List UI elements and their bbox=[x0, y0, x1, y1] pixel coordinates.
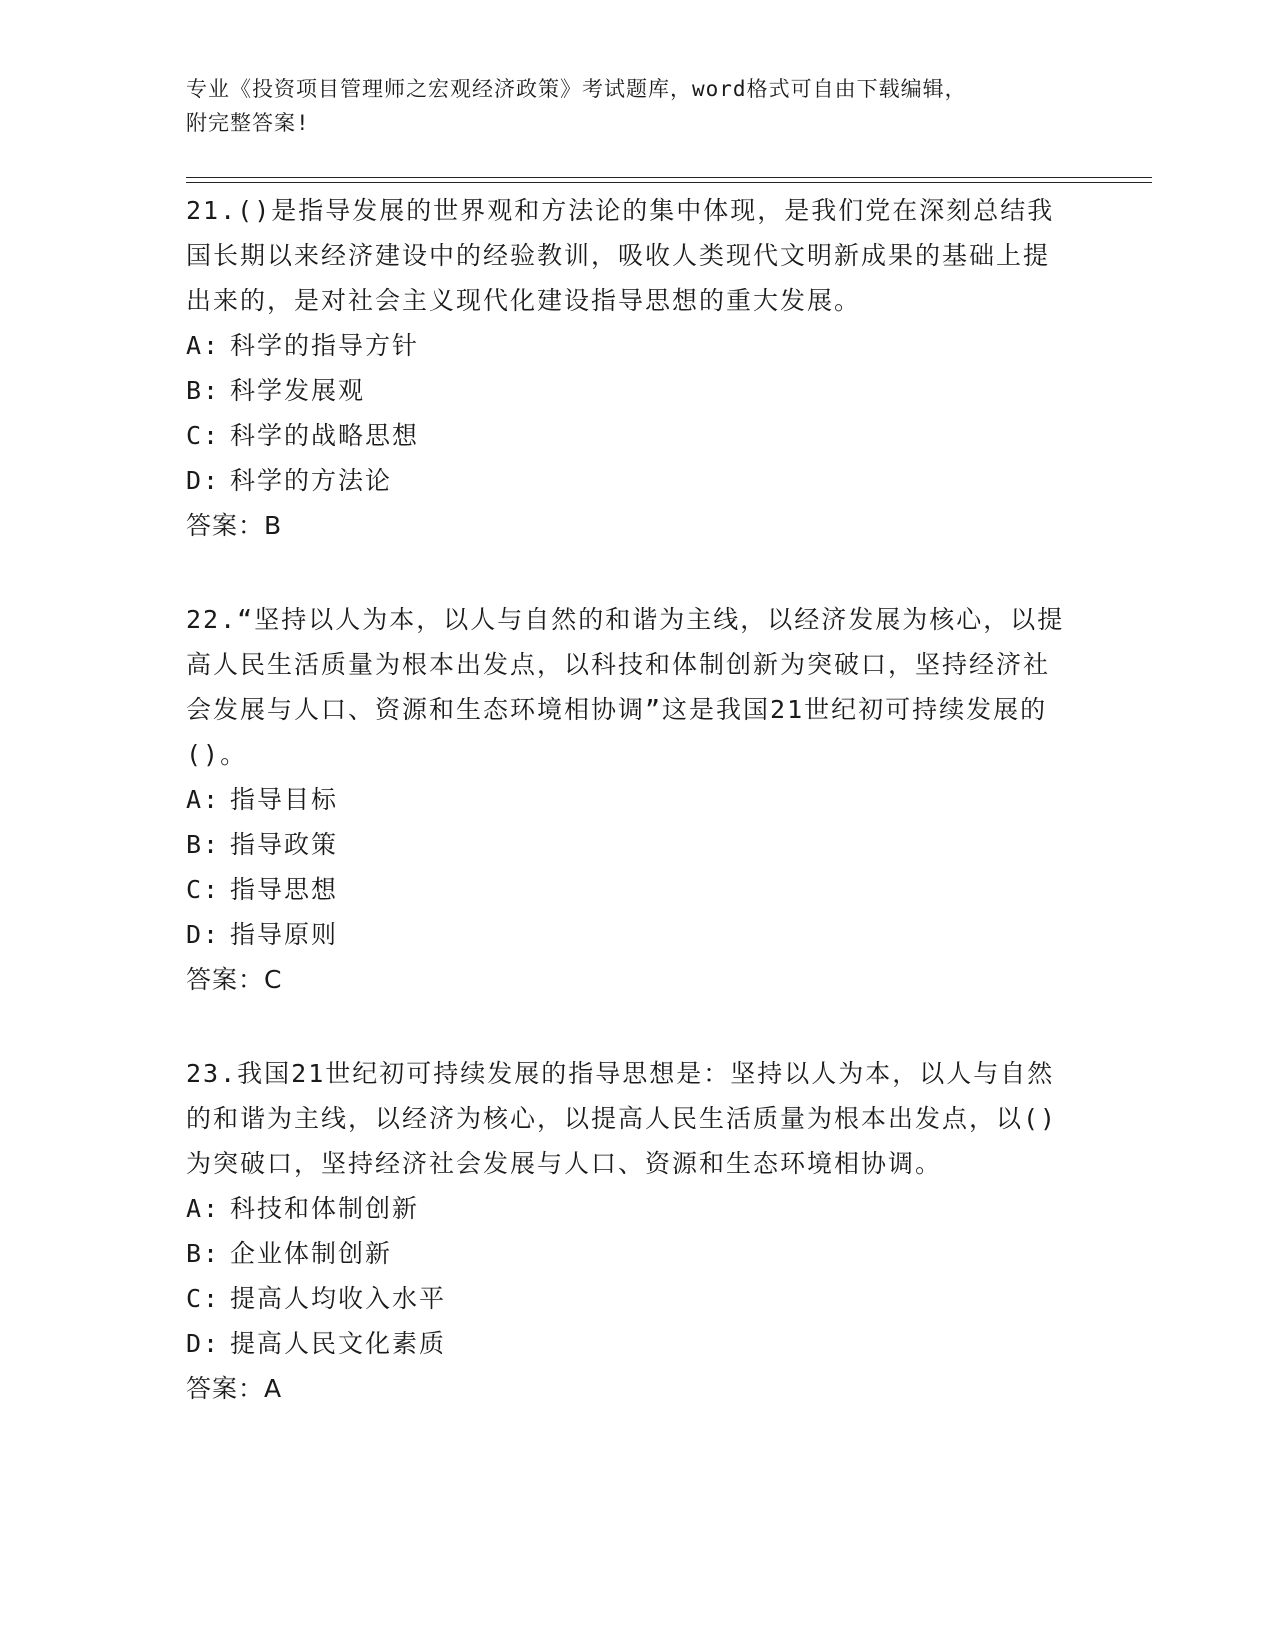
option-text: 指导原则 bbox=[230, 920, 339, 949]
option-letter: D: bbox=[186, 466, 221, 495]
option-c bbox=[186, 1276, 1066, 1321]
option-b bbox=[186, 822, 1066, 867]
option-letter: A: bbox=[186, 785, 221, 814]
question-22 bbox=[186, 597, 1066, 1002]
option-c bbox=[186, 867, 1066, 912]
option-text: 指导思想 bbox=[230, 875, 339, 904]
option-c bbox=[186, 413, 1066, 458]
option-d bbox=[186, 1321, 1066, 1366]
question-stem: 21.()是指导发展的世界观和方法论的集中体现，是我们党在深刻总结我国长期以来经济建设中的经验教训，吸收人类现代文明新成果的基础上提出来的，是对社会主义现代化建设指导思想的重大发展。 bbox=[186, 196, 1055, 315]
option-text: 指导政策 bbox=[230, 830, 339, 859]
answer: 答案：C bbox=[186, 965, 283, 994]
option-letter: D: bbox=[186, 920, 221, 949]
option-letter: C: bbox=[186, 421, 221, 450]
option-letter: A: bbox=[186, 1194, 221, 1223]
answer: 答案：A bbox=[186, 1374, 283, 1403]
question-21 bbox=[186, 188, 1066, 548]
option-letter: A: bbox=[186, 331, 221, 360]
option-text: 提高人均收入水平 bbox=[230, 1284, 447, 1313]
header-line-1: 专业《投资项目管理师之宏观经济政策》考试题库，word格式可自由下载编辑， bbox=[186, 77, 967, 101]
option-letter: D: bbox=[186, 1329, 221, 1358]
header-divider-bottom bbox=[186, 182, 1152, 183]
option-letter: B: bbox=[186, 376, 221, 405]
option-text: 科学的方法论 bbox=[230, 466, 393, 495]
option-letter: C: bbox=[186, 875, 221, 904]
question-stem: 22.“坚持以人为本，以人与自然的和谐为主线，以经济发展为核心，以提高人民生活质量为根本出发点，以科技和体制创新为突破口，坚持经济社会发展与人口、资源和生态环境相协调”这是我国21世纪初可持续发展的()。 bbox=[186, 605, 1065, 769]
option-d bbox=[186, 912, 1066, 957]
option-text: 企业体制创新 bbox=[230, 1239, 393, 1268]
option-text: 提高人民文化素质 bbox=[230, 1329, 447, 1358]
option-text: 科技和体制创新 bbox=[230, 1194, 420, 1223]
header-line-2: 附完整答案! bbox=[186, 111, 310, 135]
answer: 答案：B bbox=[186, 511, 283, 540]
option-text: 科学的指导方针 bbox=[230, 331, 420, 360]
option-text: 指导目标 bbox=[230, 785, 339, 814]
option-d bbox=[186, 458, 1066, 503]
question-23 bbox=[186, 1051, 1066, 1411]
question-stem: 23.我国21世纪初可持续发展的指导思想是：坚持以人为本，以人与自然的和谐为主线，以经济为核心，以提高人民生活质量为根本出发点，以()为突破口，坚持经济社会发展与人口、资源和生态环境相协调。 bbox=[186, 1059, 1058, 1178]
option-letter: B: bbox=[186, 1239, 221, 1268]
option-a bbox=[186, 323, 1066, 368]
option-b bbox=[186, 1231, 1066, 1276]
header-divider-top bbox=[186, 177, 1152, 178]
document-header bbox=[186, 72, 1046, 140]
option-letter: B: bbox=[186, 830, 221, 859]
option-a bbox=[186, 1186, 1066, 1231]
option-letter: C: bbox=[186, 1284, 221, 1313]
option-text: 科学的战略思想 bbox=[230, 421, 420, 450]
option-text: 科学发展观 bbox=[230, 376, 366, 405]
option-a bbox=[186, 777, 1066, 822]
option-b bbox=[186, 368, 1066, 413]
